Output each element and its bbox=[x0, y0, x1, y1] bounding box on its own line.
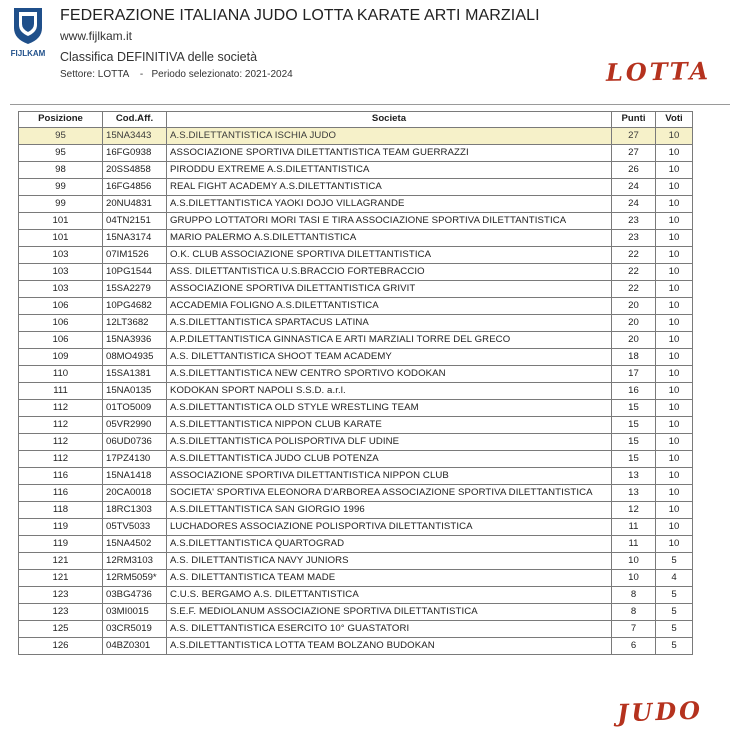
cell-cod-aff: 06UD0736 bbox=[103, 434, 167, 451]
table-row bbox=[19, 162, 693, 179]
table-body bbox=[19, 128, 693, 655]
cell-societa: A.S. DILETTANTISTICA ESERCITO 10° GUASTATORI bbox=[167, 621, 612, 638]
table-row bbox=[19, 468, 693, 485]
table-row bbox=[19, 179, 693, 196]
cell-posizione: 101 bbox=[19, 213, 103, 230]
cell-punti: 22 bbox=[612, 247, 656, 264]
handwritten-stamp-lotta: LOTTA bbox=[605, 56, 712, 87]
cell-punti: 13 bbox=[612, 468, 656, 485]
cell-societa: A.S. DILETTANTISTICA TEAM MADE bbox=[167, 570, 612, 587]
cell-cod-aff: 05TV5033 bbox=[103, 519, 167, 536]
cell-societa: S.E.F. MEDIOLANUM ASSOCIAZIONE SPORTIVA DILETTANTISTICA bbox=[167, 604, 612, 621]
cell-societa: A.S.DILETTANTISTICA SAN GIORGIO 1996 bbox=[167, 502, 612, 519]
cell-punti: 24 bbox=[612, 179, 656, 196]
table-row bbox=[19, 434, 693, 451]
col-header-voti: Voti bbox=[656, 112, 693, 128]
table-row bbox=[19, 383, 693, 400]
col-header-posizione: Posizione bbox=[19, 112, 103, 128]
cell-posizione: 125 bbox=[19, 621, 103, 638]
cell-punti: 27 bbox=[612, 145, 656, 162]
cell-posizione: 116 bbox=[19, 468, 103, 485]
cell-posizione: 112 bbox=[19, 400, 103, 417]
table-header-row bbox=[19, 112, 693, 128]
cell-cod-aff: 15NA0135 bbox=[103, 383, 167, 400]
cell-punti: 27 bbox=[612, 128, 656, 145]
cell-posizione: 99 bbox=[19, 179, 103, 196]
cell-voti: 10 bbox=[656, 213, 693, 230]
cell-cod-aff: 18RC1303 bbox=[103, 502, 167, 519]
cell-cod-aff: 15SA2279 bbox=[103, 281, 167, 298]
cell-voti: 10 bbox=[656, 519, 693, 536]
cell-voti: 10 bbox=[656, 332, 693, 349]
table-row bbox=[19, 502, 693, 519]
cell-societa: C.U.S. BERGAMO A.S. DILETTANTISTICA bbox=[167, 587, 612, 604]
cell-societa: A.S.DILETTANTISTICA OLD STYLE WRESTLING TEAM bbox=[167, 400, 612, 417]
cell-voti: 10 bbox=[656, 179, 693, 196]
cell-punti: 20 bbox=[612, 298, 656, 315]
cell-voti: 10 bbox=[656, 400, 693, 417]
cell-cod-aff: 17PZ4130 bbox=[103, 451, 167, 468]
cell-voti: 5 bbox=[656, 621, 693, 638]
cell-voti: 4 bbox=[656, 570, 693, 587]
cell-voti: 10 bbox=[656, 485, 693, 502]
ranking-table bbox=[18, 111, 693, 655]
table-row bbox=[19, 213, 693, 230]
cell-voti: 10 bbox=[656, 145, 693, 162]
cell-societa: PIRODDU EXTREME A.S.DILETTANTISTICA bbox=[167, 162, 612, 179]
cell-voti: 10 bbox=[656, 417, 693, 434]
table-row bbox=[19, 400, 693, 417]
cell-posizione: 110 bbox=[19, 366, 103, 383]
cell-posizione: 106 bbox=[19, 332, 103, 349]
cell-societa: A.S.DILETTANTISTICA YAOKI DOJO VILLAGRANDE bbox=[167, 196, 612, 213]
cell-societa: O.K. CLUB ASSOCIAZIONE SPORTIVA DILETTANTISTICA bbox=[167, 247, 612, 264]
cell-societa: A.S.DILETTANTISTICA NEW CENTRO SPORTIVO KODOKAN bbox=[167, 366, 612, 383]
cell-punti: 26 bbox=[612, 162, 656, 179]
cell-posizione: 118 bbox=[19, 502, 103, 519]
table-row bbox=[19, 570, 693, 587]
cell-voti: 10 bbox=[656, 230, 693, 247]
col-header-societa: Societa bbox=[167, 112, 612, 128]
table-row bbox=[19, 485, 693, 502]
cell-societa: ASSOCIAZIONE SPORTIVA DILETTANTISTICA TEAM GUERRAZZI bbox=[167, 145, 612, 162]
cell-societa: ASSOCIAZIONE SPORTIVA DILETTANTISTICA NIPPON CLUB bbox=[167, 468, 612, 485]
cell-voti: 10 bbox=[656, 349, 693, 366]
cell-societa: GRUPPO LOTTATORI MORI TASI E TIRA ASSOCIAZIONE SPORTIVA DILETTANTISTICA bbox=[167, 213, 612, 230]
cell-cod-aff: 03BG4736 bbox=[103, 587, 167, 604]
cell-voti: 10 bbox=[656, 128, 693, 145]
cell-punti: 12 bbox=[612, 502, 656, 519]
cell-punti: 11 bbox=[612, 519, 656, 536]
cell-punti: 22 bbox=[612, 264, 656, 281]
table-row bbox=[19, 349, 693, 366]
cell-societa: A.S. DILETTANTISTICA SHOOT TEAM ACADEMY bbox=[167, 349, 612, 366]
cell-cod-aff: 12RM5059* bbox=[103, 570, 167, 587]
cell-cod-aff: 12LT3682 bbox=[103, 315, 167, 332]
cell-societa: A.S.DILETTANTISTICA QUARTOGRAD bbox=[167, 536, 612, 553]
cell-posizione: 121 bbox=[19, 570, 103, 587]
cell-societa: A.S.DILETTANTISTICA POLISPORTIVA DLF UDINE bbox=[167, 434, 612, 451]
cell-posizione: 123 bbox=[19, 604, 103, 621]
cell-punti: 18 bbox=[612, 349, 656, 366]
table-row bbox=[19, 145, 693, 162]
cell-voti: 10 bbox=[656, 247, 693, 264]
filter-info: Settore: LOTTA - Periodo selezionato: 2021-2024 bbox=[60, 69, 293, 80]
cell-societa: ASSOCIAZIONE SPORTIVA DILETTANTISTICA GRIVIT bbox=[167, 281, 612, 298]
cell-posizione: 119 bbox=[19, 536, 103, 553]
cell-voti: 10 bbox=[656, 162, 693, 179]
cell-societa: ASS. DILETTANTISTICA U.S.BRACCIO FORTEBRACCIO bbox=[167, 264, 612, 281]
cell-posizione: 103 bbox=[19, 281, 103, 298]
table-row bbox=[19, 366, 693, 383]
cell-voti: 10 bbox=[656, 434, 693, 451]
cell-societa: A.S.DILETTANTISTICA ISCHIA JUDO bbox=[167, 128, 612, 145]
cell-punti: 22 bbox=[612, 281, 656, 298]
table-row bbox=[19, 536, 693, 553]
cell-punti: 10 bbox=[612, 553, 656, 570]
cell-cod-aff: 15NA3936 bbox=[103, 332, 167, 349]
cell-posizione: 95 bbox=[19, 145, 103, 162]
cell-punti: 15 bbox=[612, 451, 656, 468]
table-row bbox=[19, 451, 693, 468]
table-row bbox=[19, 332, 693, 349]
cell-posizione: 121 bbox=[19, 553, 103, 570]
table-row bbox=[19, 230, 693, 247]
cell-punti: 24 bbox=[612, 196, 656, 213]
cell-cod-aff: 03CR5019 bbox=[103, 621, 167, 638]
cell-voti: 10 bbox=[656, 536, 693, 553]
table-row bbox=[19, 519, 693, 536]
cell-cod-aff: 20SS4858 bbox=[103, 162, 167, 179]
cell-punti: 16 bbox=[612, 383, 656, 400]
cell-posizione: 111 bbox=[19, 383, 103, 400]
cell-cod-aff: 08MO4935 bbox=[103, 349, 167, 366]
cell-cod-aff: 16FG4856 bbox=[103, 179, 167, 196]
cell-posizione: 103 bbox=[19, 247, 103, 264]
cell-voti: 10 bbox=[656, 366, 693, 383]
cell-societa: A.S.DILETTANTISTICA LOTTA TEAM BOLZANO BUDOKAN bbox=[167, 638, 612, 655]
website-link[interactable]: www.fijlkam.it bbox=[60, 29, 133, 43]
table-row bbox=[19, 128, 693, 145]
table-row bbox=[19, 417, 693, 434]
cell-societa: ACCADEMIA FOLIGNO A.S.DILETTANTISTICA bbox=[167, 298, 612, 315]
cell-societa: LUCHADORES ASSOCIAZIONE POLISPORTIVA DILETTANTISTICA bbox=[167, 519, 612, 536]
cell-voti: 10 bbox=[656, 502, 693, 519]
table-row bbox=[19, 281, 693, 298]
handwritten-stamp-judo: JUDO bbox=[616, 695, 704, 728]
table-row bbox=[19, 621, 693, 638]
cell-punti: 23 bbox=[612, 213, 656, 230]
cell-punti: 8 bbox=[612, 604, 656, 621]
cell-posizione: 106 bbox=[19, 315, 103, 332]
cell-posizione: 98 bbox=[19, 162, 103, 179]
cell-cod-aff: 05VR2990 bbox=[103, 417, 167, 434]
cell-punti: 23 bbox=[612, 230, 656, 247]
cell-posizione: 109 bbox=[19, 349, 103, 366]
cell-societa: REAL FIGHT ACADEMY A.S.DILETTANTISTICA bbox=[167, 179, 612, 196]
cell-cod-aff: 12RM3103 bbox=[103, 553, 167, 570]
table-row bbox=[19, 553, 693, 570]
cell-posizione: 112 bbox=[19, 417, 103, 434]
cell-voti: 10 bbox=[656, 281, 693, 298]
cell-posizione: 99 bbox=[19, 196, 103, 213]
cell-societa: A.S.DILETTANTISTICA JUDO CLUB POTENZA bbox=[167, 451, 612, 468]
cell-cod-aff: 04BZ0301 bbox=[103, 638, 167, 655]
cell-cod-aff: 01TO5009 bbox=[103, 400, 167, 417]
cell-societa: KODOKAN SPORT NAPOLI S.S.D. a.r.l. bbox=[167, 383, 612, 400]
cell-punti: 8 bbox=[612, 587, 656, 604]
cell-punti: 15 bbox=[612, 434, 656, 451]
cell-punti: 15 bbox=[612, 417, 656, 434]
cell-posizione: 103 bbox=[19, 264, 103, 281]
cell-voti: 5 bbox=[656, 604, 693, 621]
col-header-cod-aff: Cod.Aff. bbox=[103, 112, 167, 128]
cell-cod-aff: 15SA1381 bbox=[103, 366, 167, 383]
federation-title: FEDERAZIONE ITALIANA JUDO LOTTA KARATE ARTI MARZIALI bbox=[60, 7, 540, 24]
header-divider bbox=[10, 104, 730, 105]
table-row bbox=[19, 196, 693, 213]
cell-cod-aff: 15NA3174 bbox=[103, 230, 167, 247]
cell-punti: 17 bbox=[612, 366, 656, 383]
cell-posizione: 112 bbox=[19, 434, 103, 451]
cell-punti: 11 bbox=[612, 536, 656, 553]
cell-cod-aff: 16FG0938 bbox=[103, 145, 167, 162]
cell-voti: 5 bbox=[656, 638, 693, 655]
table-row bbox=[19, 247, 693, 264]
cell-cod-aff: 15NA1418 bbox=[103, 468, 167, 485]
cell-cod-aff: 10PG1544 bbox=[103, 264, 167, 281]
cell-societa: A.S. DILETTANTISTICA NAVY JUNIORS bbox=[167, 553, 612, 570]
cell-cod-aff: 10PG4682 bbox=[103, 298, 167, 315]
fijlkam-logo bbox=[10, 6, 46, 62]
cell-voti: 10 bbox=[656, 196, 693, 213]
cell-posizione: 101 bbox=[19, 230, 103, 247]
table-row bbox=[19, 587, 693, 604]
cell-societa: MARIO PALERMO A.S.DILETTANTISTICA bbox=[167, 230, 612, 247]
cell-voti: 10 bbox=[656, 315, 693, 332]
cell-voti: 10 bbox=[656, 298, 693, 315]
cell-cod-aff: 15NA4502 bbox=[103, 536, 167, 553]
cell-cod-aff: 15NA3443 bbox=[103, 128, 167, 145]
cell-societa: A.S.DILETTANTISTICA SPARTACUS LATINA bbox=[167, 315, 612, 332]
cell-cod-aff: 07IM1526 bbox=[103, 247, 167, 264]
cell-posizione: 95 bbox=[19, 128, 103, 145]
cell-cod-aff: 03MI0015 bbox=[103, 604, 167, 621]
cell-punti: 20 bbox=[612, 332, 656, 349]
cell-cod-aff: 20NU4831 bbox=[103, 196, 167, 213]
cell-voti: 10 bbox=[656, 468, 693, 485]
cell-posizione: 123 bbox=[19, 587, 103, 604]
cell-voti: 10 bbox=[656, 264, 693, 281]
cell-posizione: 112 bbox=[19, 451, 103, 468]
cell-voti: 10 bbox=[656, 451, 693, 468]
cell-cod-aff: 20CA0018 bbox=[103, 485, 167, 502]
cell-punti: 13 bbox=[612, 485, 656, 502]
cell-voti: 10 bbox=[656, 383, 693, 400]
cell-cod-aff: 04TN2151 bbox=[103, 213, 167, 230]
report-subtitle: Classifica DEFINITIVA delle società bbox=[60, 50, 258, 64]
cell-posizione: 126 bbox=[19, 638, 103, 655]
logo-text: FIJLKAM bbox=[10, 49, 46, 58]
cell-societa: SOCIETA' SPORTIVA ELEONORA D'ARBOREA ASSOCIAZIONE SPORTIVA DILETTANTISTICA bbox=[167, 485, 612, 502]
cell-posizione: 116 bbox=[19, 485, 103, 502]
cell-punti: 7 bbox=[612, 621, 656, 638]
cell-punti: 20 bbox=[612, 315, 656, 332]
cell-societa: A.S.DILETTANTISTICA NIPPON CLUB KARATE bbox=[167, 417, 612, 434]
table-row bbox=[19, 298, 693, 315]
cell-punti: 6 bbox=[612, 638, 656, 655]
cell-societa: A.P.DILETTANTISTICA GINNASTICA E ARTI MARZIALI TORRE DEL GRECO bbox=[167, 332, 612, 349]
col-header-punti: Punti bbox=[612, 112, 656, 128]
cell-punti: 10 bbox=[612, 570, 656, 587]
cell-punti: 15 bbox=[612, 400, 656, 417]
cell-voti: 5 bbox=[656, 587, 693, 604]
table-row bbox=[19, 264, 693, 281]
cell-voti: 5 bbox=[656, 553, 693, 570]
table-row bbox=[19, 638, 693, 655]
table-row bbox=[19, 315, 693, 332]
table-row bbox=[19, 604, 693, 621]
cell-posizione: 106 bbox=[19, 298, 103, 315]
cell-posizione: 119 bbox=[19, 519, 103, 536]
